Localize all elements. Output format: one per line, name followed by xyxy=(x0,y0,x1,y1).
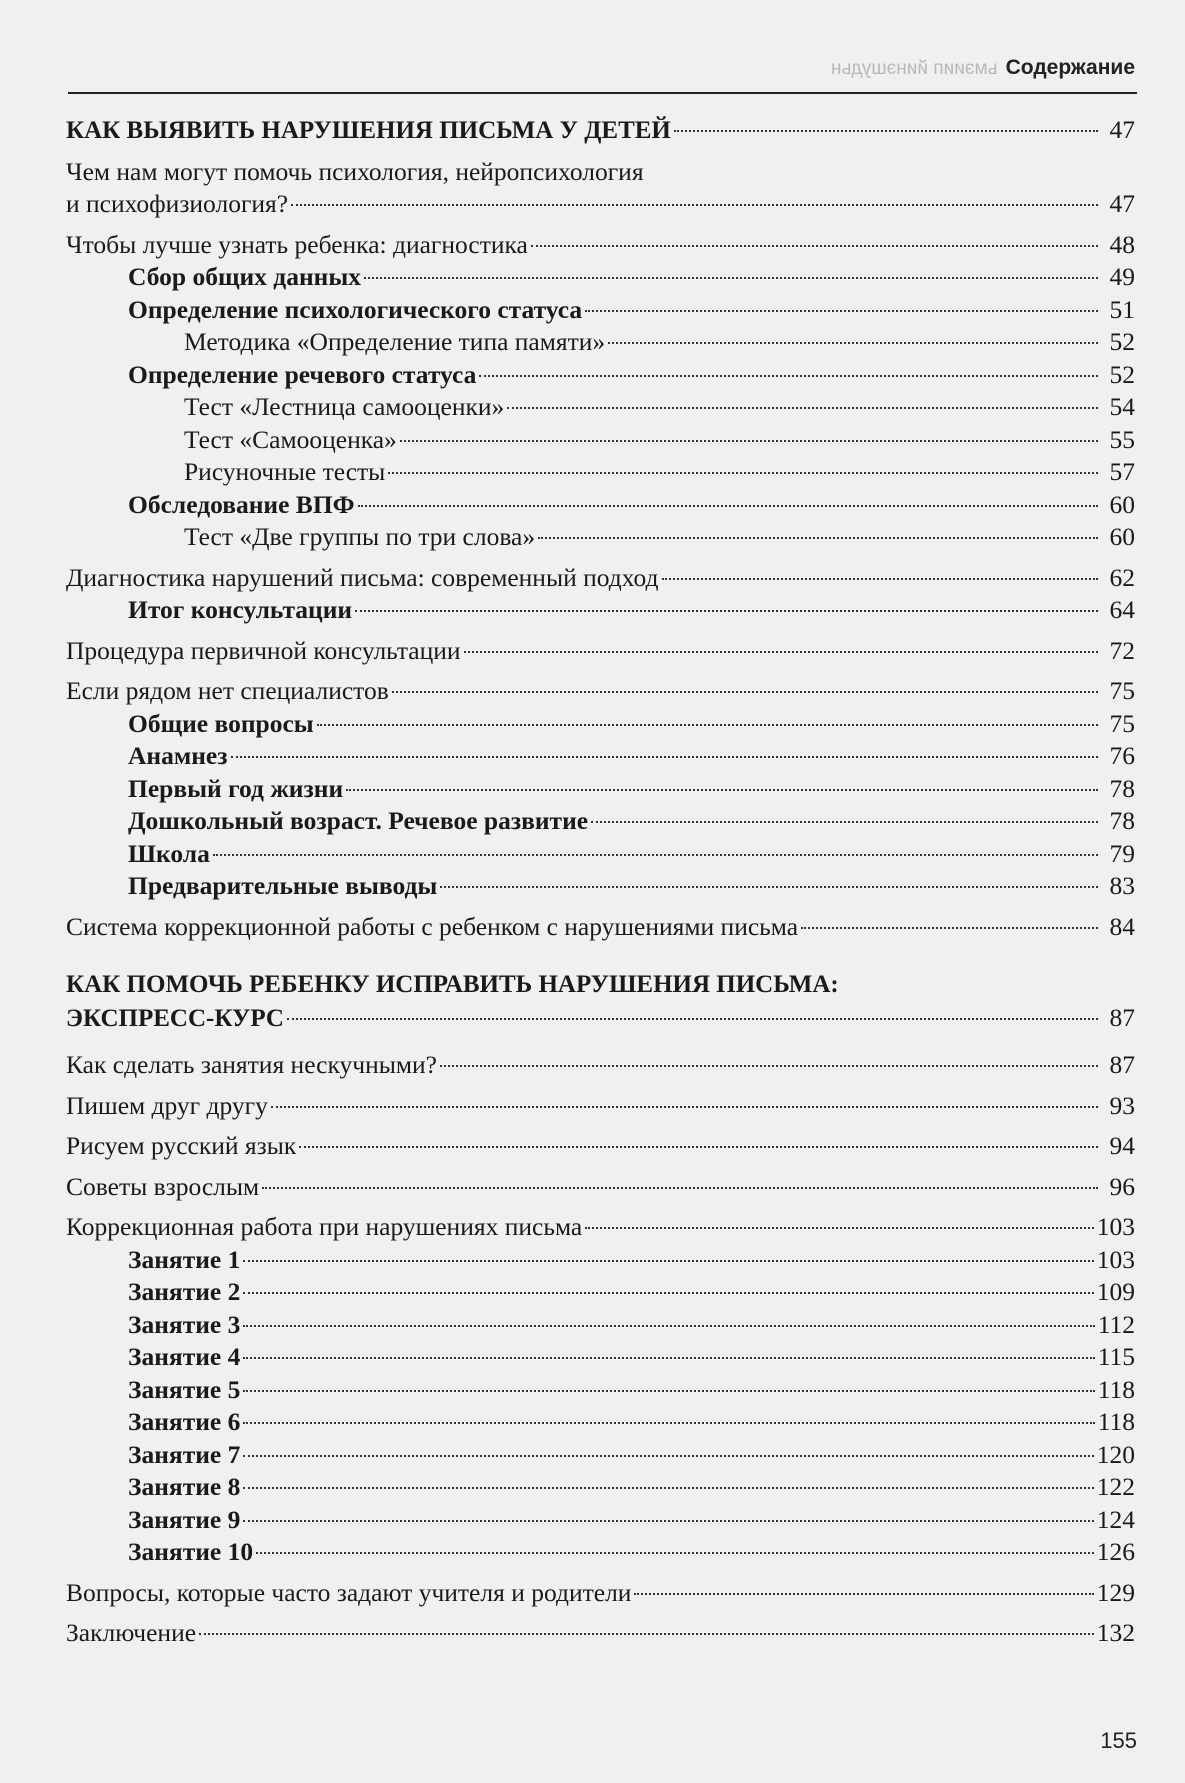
toc-entry-label: Обследование ВПФ xyxy=(128,489,355,519)
toc-entry[interactable] xyxy=(66,773,1135,806)
toc-page-number: 129 xyxy=(1096,1577,1135,1607)
toc-entry[interactable] xyxy=(66,911,1135,944)
toc-page-number: 118 xyxy=(1097,1407,1135,1436)
toc-entry[interactable] xyxy=(66,1406,1135,1439)
toc-entry[interactable] xyxy=(66,261,1135,294)
toc-entry-label: и психофизиология? xyxy=(66,189,289,218)
dot-leader xyxy=(674,130,1098,132)
toc-entry-label: Анамнез xyxy=(128,741,228,770)
toc-entry[interactable] xyxy=(66,805,1135,838)
toc-entry-label: Методика «Определение типа памяти» xyxy=(184,327,606,356)
running-head-title: Содержание xyxy=(1005,56,1135,79)
toc-entry-two-line[interactable] xyxy=(66,156,1135,221)
toc-part-title: КАК ВЫЯВИТЬ НАРУШЕНИЯ ПИСЬМА У ДЕТЕЙ xyxy=(66,117,671,144)
dot-leader xyxy=(243,1357,1094,1359)
toc-part-heading[interactable] xyxy=(66,969,1135,1035)
toc-entry[interactable] xyxy=(66,1171,1135,1204)
toc-page-number: 109 xyxy=(1096,1277,1135,1306)
toc-page-number: 93 xyxy=(1109,1090,1135,1120)
dot-leader xyxy=(256,1552,1094,1554)
toc-entry xyxy=(66,188,1135,221)
toc-page-number: 87 xyxy=(1109,1002,1135,1032)
toc-page-number: 78 xyxy=(1109,773,1135,803)
toc-page-number: 103 xyxy=(1096,1212,1135,1241)
bleed-through-text: ьмэиип йинэшудьн xyxy=(830,58,997,79)
toc-entry[interactable] xyxy=(66,1536,1135,1569)
dot-leader xyxy=(243,1390,1094,1392)
toc-entry-label: Определение психологического статуса xyxy=(128,294,583,324)
toc-entry-label: Как сделать занятия нескучными? xyxy=(66,1050,437,1079)
toc-entry-label: Чтобы лучше узнать ребенка: диагностика xyxy=(66,229,528,259)
toc-page-number: 112 xyxy=(1097,1309,1135,1339)
dot-leader xyxy=(262,1187,1098,1189)
toc-entry-label: Тест «Самооценка» xyxy=(184,424,397,454)
toc-entry-label: Сбор общих данных xyxy=(128,262,361,291)
toc-entry-label: Диагностика нарушений письма: современный подход xyxy=(66,562,659,592)
dot-leader xyxy=(346,789,1098,791)
dot-leader xyxy=(199,1633,1094,1635)
toc-entry-label: Определение речевого статуса xyxy=(128,359,477,389)
toc-entry-label: Занятие 10 xyxy=(128,1537,254,1566)
toc-page-number: 60 xyxy=(1109,489,1135,519)
toc-page-number: 122 xyxy=(1096,1472,1135,1501)
toc-page-number: 72 xyxy=(1109,635,1135,665)
toc-entry-label: Итог консультации xyxy=(128,595,353,624)
page-number: 155 xyxy=(1100,1728,1137,1753)
running-head xyxy=(68,52,1137,94)
toc-page-number: 62 xyxy=(1109,562,1135,592)
toc-entry[interactable] xyxy=(66,1130,1135,1163)
dot-leader xyxy=(355,610,1098,612)
toc-entry-label: Коррекционная работа при нарушениях письма xyxy=(66,1212,583,1241)
toc-entry-label: Занятие 2 xyxy=(128,1277,241,1306)
toc-entry[interactable] xyxy=(66,359,1135,392)
toc-page-number: 84 xyxy=(1109,911,1135,941)
toc-entry[interactable] xyxy=(66,294,1135,327)
dot-leader xyxy=(291,204,1098,206)
toc-entry[interactable] xyxy=(66,870,1135,903)
toc-page-number: 115 xyxy=(1097,1342,1135,1371)
dot-leader xyxy=(531,245,1098,247)
toc-entry[interactable] xyxy=(66,1276,1135,1309)
toc-entry[interactable] xyxy=(66,1341,1135,1374)
toc-page-number: 75 xyxy=(1109,708,1135,738)
toc-page-number: 47 xyxy=(1109,189,1135,218)
toc-entry-label: Рисуем русский язык xyxy=(66,1131,297,1160)
toc-entry-label: Занятие 9 xyxy=(128,1504,241,1534)
toc-page-number: 75 xyxy=(1109,676,1135,705)
toc-entry[interactable] xyxy=(66,1244,1135,1277)
dot-leader xyxy=(538,537,1098,539)
toc-entry[interactable] xyxy=(66,456,1135,489)
toc-entry-label: Система коррекционной работы с ребенком с нарушениями письма xyxy=(66,911,799,941)
dot-leader xyxy=(662,578,1098,580)
toc-entry[interactable] xyxy=(66,1439,1135,1472)
dot-leader xyxy=(507,407,1098,409)
toc-page-number: 76 xyxy=(1109,741,1135,770)
toc-entry-label: Занятие 4 xyxy=(128,1342,241,1371)
toc-page-number: 51 xyxy=(1109,294,1135,324)
toc-entry-label: Первый год жизни xyxy=(128,773,344,803)
dot-leader xyxy=(243,1422,1094,1424)
dot-leader xyxy=(243,1325,1094,1327)
toc-page-number: 57 xyxy=(1109,457,1135,486)
dot-leader xyxy=(801,927,1098,929)
toc-entry-label: Заключение xyxy=(66,1618,197,1647)
toc-page-number: 96 xyxy=(1109,1171,1135,1201)
toc-page-number: 54 xyxy=(1109,392,1135,421)
dot-leader xyxy=(364,277,1098,279)
toc-entry[interactable] xyxy=(66,1090,1135,1123)
dot-leader xyxy=(213,854,1098,856)
toc-entry[interactable] xyxy=(66,562,1135,595)
toc-page-number: 132 xyxy=(1096,1618,1135,1647)
dot-leader xyxy=(440,1065,1098,1067)
dot-leader xyxy=(585,310,1098,312)
toc-page-number: 87 xyxy=(1109,1050,1135,1079)
toc-entry-label: Занятие 6 xyxy=(128,1407,241,1436)
toc-entry-label: Общие вопросы xyxy=(128,708,314,738)
toc-entry[interactable] xyxy=(66,1049,1135,1082)
toc-entry-label: Рисуночные тесты xyxy=(184,457,386,486)
dot-leader xyxy=(243,1520,1093,1522)
toc-page-number: 79 xyxy=(1109,838,1135,868)
toc-page-number: 48 xyxy=(1109,229,1135,259)
toc-page-number: 94 xyxy=(1109,1131,1135,1160)
toc-entry[interactable] xyxy=(66,740,1135,773)
toc-entry-label: Предварительные выводы xyxy=(128,871,438,900)
toc-entry-label: Занятие 7 xyxy=(128,1439,241,1469)
toc-entry[interactable] xyxy=(66,521,1135,554)
toc-entry[interactable] xyxy=(66,391,1135,424)
toc-entry[interactable] xyxy=(66,1374,1135,1407)
toc-entry[interactable] xyxy=(66,489,1135,522)
toc-entry[interactable] xyxy=(66,1211,1135,1244)
toc-entry-label: Дошкольный возраст. Речевое развитие xyxy=(128,806,589,835)
toc-entry[interactable] xyxy=(66,1577,1135,1610)
toc-page-number: 126 xyxy=(1096,1537,1135,1566)
toc-entry-label: Процедура первичной консультации xyxy=(66,635,461,665)
toc-entry-label: Тест «Лестница самооценки» xyxy=(184,392,505,421)
toc-entry[interactable] xyxy=(66,326,1135,359)
dot-leader xyxy=(271,1106,1098,1108)
dot-leader xyxy=(591,821,1098,823)
dot-leader xyxy=(287,1018,1098,1020)
toc-entry-label: Пишем друг другу xyxy=(66,1090,268,1120)
toc-page-number: 103 xyxy=(1096,1244,1135,1274)
toc-entry-label: Чем нам могут помочь психология, нейропсихология xyxy=(66,156,644,186)
dot-leader xyxy=(299,1146,1098,1148)
dot-leader xyxy=(392,691,1098,693)
toc-entry[interactable] xyxy=(66,229,1135,262)
toc-page-number: 118 xyxy=(1097,1374,1135,1404)
dot-leader xyxy=(400,440,1098,442)
toc-page-number: 83 xyxy=(1109,871,1135,900)
toc-part-title: ЭКСПРЕСС-КУРС xyxy=(66,1004,284,1032)
toc-page-number: 124 xyxy=(1096,1504,1135,1534)
toc-entry-label: Школа xyxy=(128,838,210,868)
toc-part-heading[interactable] xyxy=(66,114,1135,148)
toc-entry-label: Занятие 3 xyxy=(128,1309,241,1339)
toc-page-number: 64 xyxy=(1109,595,1135,624)
toc-entry[interactable] xyxy=(66,1617,1135,1650)
toc-page-number: 47 xyxy=(1109,115,1135,144)
toc-entry[interactable] xyxy=(66,838,1135,871)
dot-leader xyxy=(243,1455,1093,1457)
dot-leader xyxy=(317,724,1098,726)
toc-entry-label: Тест «Две группы по три слова» xyxy=(184,522,536,551)
toc-entry-label: Занятие 8 xyxy=(128,1472,241,1501)
toc-page-number: 55 xyxy=(1109,424,1135,454)
toc-entry[interactable] xyxy=(66,1309,1135,1342)
toc-entry[interactable] xyxy=(66,594,1135,627)
toc-page-number: 60 xyxy=(1109,522,1135,551)
dot-leader xyxy=(358,505,1098,507)
toc-page-number: 52 xyxy=(1109,359,1135,389)
toc-entry-label: Занятие 5 xyxy=(128,1374,241,1404)
dot-leader xyxy=(440,886,1098,888)
toc-entry[interactable] xyxy=(66,635,1135,668)
dot-leader xyxy=(243,1487,1093,1489)
toc-entry[interactable] xyxy=(66,675,1135,708)
toc-entry-label: Если рядом нет специалистов xyxy=(66,676,389,705)
dot-leader xyxy=(388,472,1098,474)
toc-entry-label: Вопросы, которые часто задают учителя и родители xyxy=(66,1577,632,1607)
toc-entry[interactable] xyxy=(66,1504,1135,1537)
toc-entry-label: Занятие 1 xyxy=(128,1244,241,1274)
dot-leader xyxy=(243,1260,1093,1262)
toc-page-number: 78 xyxy=(1109,806,1135,835)
toc-entry-label: Советы взрослым xyxy=(66,1171,260,1201)
dot-leader xyxy=(634,1593,1093,1595)
dot-leader xyxy=(464,651,1098,653)
dot-leader xyxy=(231,756,1099,758)
table-of-contents xyxy=(66,114,1135,1650)
toc-entry[interactable] xyxy=(66,708,1135,741)
dot-leader xyxy=(243,1292,1093,1294)
toc-entry[interactable] xyxy=(66,424,1135,457)
toc-part-title-line xyxy=(66,969,1135,1002)
toc-page-number: 52 xyxy=(1109,327,1135,356)
toc-page-number: 120 xyxy=(1096,1439,1135,1469)
dot-leader xyxy=(479,375,1098,377)
toc-page-number: 49 xyxy=(1109,262,1135,291)
dot-leader xyxy=(608,342,1098,344)
toc-entry[interactable] xyxy=(66,1471,1135,1504)
toc-part-title-line xyxy=(66,1002,1135,1036)
dot-leader xyxy=(585,1227,1094,1229)
toc-part-title: КАК ПОМОЧЬ РЕБЕНКУ ИСПРАВИТЬ НАРУШЕНИЯ ПИСЬМА: xyxy=(66,971,839,998)
toc-entry-line xyxy=(66,156,1135,189)
